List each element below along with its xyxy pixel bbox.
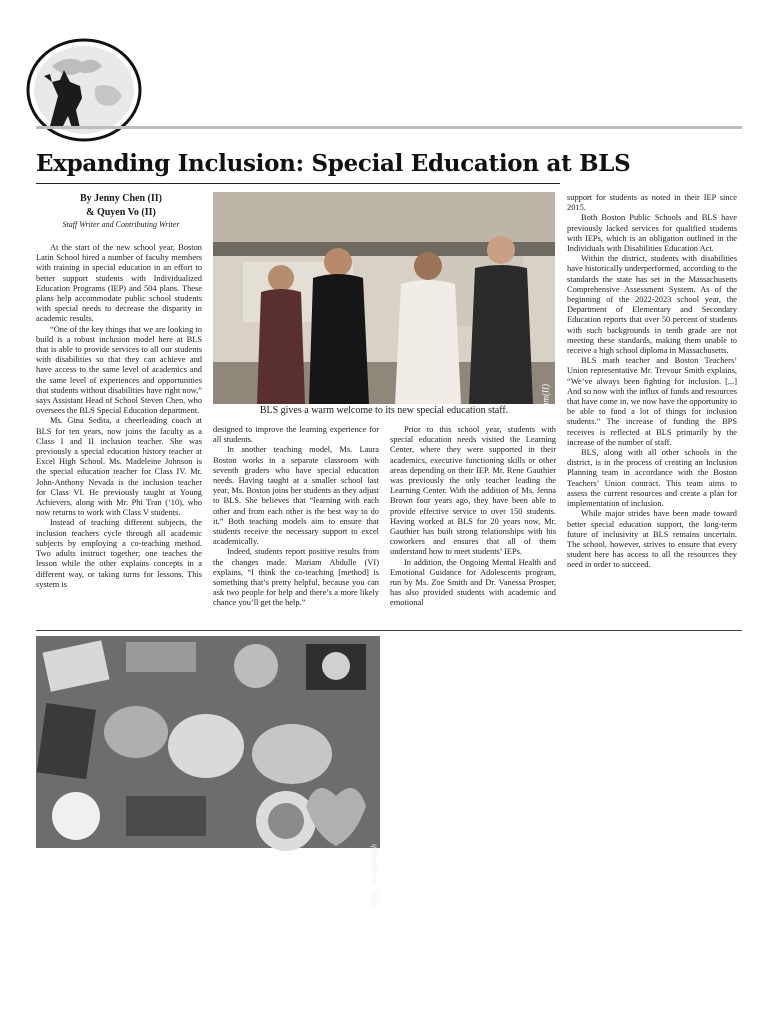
- article-headline: Expanding Inclusion: Special Education at BLS: [36, 150, 631, 177]
- paragraph: Prior to this school year, students with special education needs visited the Learning Center, where they were supported in their academics, executive functioning skills or other areas depending on their IEP. Mr. Rene Gauthier was previously the only teacher leading the Learning Center. With the addition of Ms. Jenna Brown four years ago, they have been able to provide effective service to over 150 students. Having worked at BLS for 20 years now, Mr. Gauthier has built strong relationships with his coworkers and ensures that all of them understand how to meet students’ IEPs.: [390, 425, 556, 557]
- photo-credit: Mary Boehm(II): [541, 384, 551, 443]
- top-rule: [36, 126, 742, 129]
- stickers-photo-image: [36, 636, 380, 848]
- paragraph: While major strides have been made toward better special education support, the long-term future of inclusivity at BLS remains uncertain. The school, however, strives to ensure that every student here has access to all the resources they need in order to succeed.: [567, 509, 737, 570]
- byline-author-2: & Quyen Vo (II): [86, 207, 156, 218]
- bottom-rule: [36, 630, 742, 631]
- article-column-3: [390, 425, 556, 609]
- byline-author-1: By Jenny Chen (II): [80, 193, 162, 204]
- paragraph: Both Boston Public Schools and BLS have previously lacked services for qualified students with IEPs, which is an obligation outlined in the Individuals with Disabilities Education Act.: [567, 213, 737, 254]
- paragraph: BLS, along with all other schools in the district, is in the process of creating an Inclusion Planning team in accordance with the Boston Teachers’ Union contract. This team aims to assess the current resources and create a plan for implementation of inclusion.: [567, 448, 737, 509]
- paragraph: support for students as noted in their IEP since 2015.: [567, 193, 737, 213]
- stickers-photo: [36, 636, 380, 907]
- paragraph: BLS math teacher and Boston Teachers’ Union representative Mr. Trevour Smith explains, “We’ve always been fighting for inclusion. [...] And so now with the influx of funds and resources that have come in, we now have the opportunity to be able to fund a lot of things for inclusion students.” The increase of funding the BPS receives is reflected at BLS primarily by the increase of the number of staff.: [567, 356, 737, 447]
- paragraph: designed to improve the learning experience for all students.: [213, 425, 379, 445]
- paragraph: At the start of the new school year, Boston Latin School hired a number of faculty members with training in special education in an effort to better support students with Individualized Education Programs (IEP) and 504 plans. These plans help accommodate public school students with special needs to decrease the disparity in academic results.: [36, 243, 202, 324]
- article-column-2: [213, 425, 379, 609]
- paragraph: In addition, the Ongoing Mental Health and Emotional Guidance for Adolescents program, run by Ms. Zoe Smith and Dr. Vanessa Prosper, has also provided students with academic and emotional: [390, 557, 556, 608]
- photo-credit: @bls_mentalhealth: [369, 844, 378, 907]
- photo-caption: BLS gives a warm welcome to its new special education staff.: [259, 405, 509, 416]
- article-column-4: [567, 193, 737, 571]
- paragraph: Indeed, students report positive results from the changes made. Mariam Abdulle (VI) explains, “I think the co-teaching [method] is something that’s pretty helpful, because you can ask two people for help and there’s a more likely chance you’ll get the help.”: [213, 547, 379, 608]
- staff-photo-image: [213, 192, 555, 404]
- paragraph: “One of the key things that we are looking to build is a robust inclusion model here at BLS that is able to provide services to all our students with disabilities so that they can achieve and have access to the same level of academics and the same level of experiences and opportunities that students without disabilities have right now,” says Assistant Head of School Steven Chen, who oversees the BLS Special Education department.: [36, 324, 202, 416]
- headline-rule: [36, 183, 560, 184]
- paragraph: In another teaching model, Ms. Laura Boston works in a separate classroom with seventh graders who have special education needs. Having taught at a smaller school last year, Ms. Boston joins her students as they adjust to BLS. She believes that “learning with each other and from each other is the best way to do it.” Both teaching models aim to ensure that students receive the necessary support to excel academically.: [213, 445, 379, 547]
- byline: [36, 192, 206, 220]
- paragraph: Instead of teaching different subjects, the inclusion teachers cycle through all academic subjects by employing a co-teaching method. Two adults instruct together; one teaches the lesson while the other explains concepts in a different way, or taking turns for lessons. This system is: [36, 518, 202, 589]
- paragraph: Within the district, students with disabilities have historically underperformed, according to the standards the state has set in the Massachusetts Comprehensive Assessment System. As of the beginning of the 2022-2023 school year, the Department of Elementary and Secondary Education reports that over 50 percent of students with such backgrounds in tenth grade are not meeting these standards, making them unable to receive a high school diploma in Massachusetts.: [567, 254, 737, 356]
- paragraph: Ms. Gina Sedita, a cheerleading coach at BLS for ten years, now joins the faculty as a Class I and II inclusion teacher. She was previously a special education history teacher at Excel High School. Ms. Madeleine Johnson is the special education teacher for Class IV. Mr. John-Anthony Nevada is the inclusion teacher for Class VI. He previously taught at Young Achievers, along with Mr. Phi Tran (‘10), who now returns to work with Class V students.: [36, 416, 202, 518]
- article-column-1: [36, 243, 202, 590]
- byline-role: Staff Writer and Contributing Writer: [62, 220, 180, 229]
